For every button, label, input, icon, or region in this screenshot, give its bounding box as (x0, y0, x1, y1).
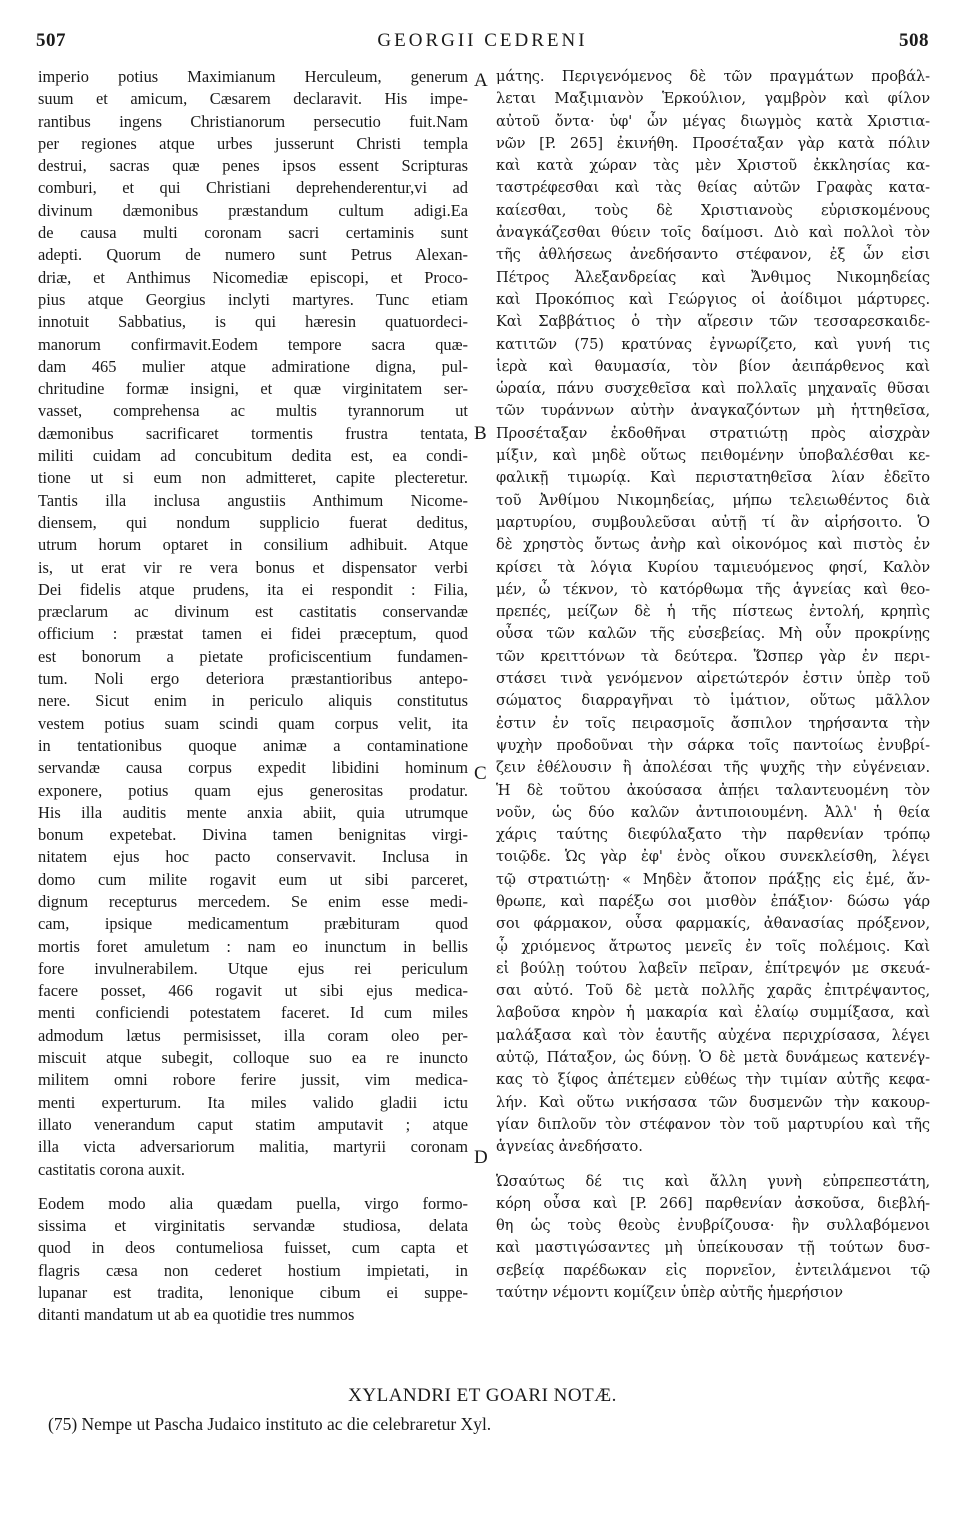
text-line: νῶν [P. 265] ἐκινήθη. Προσέταξαν γὰρ κατὰ πόλιν (496, 134, 930, 152)
text-line: τῶν τυράννων αὐτὴν ἀναγκαζόντων μὴ ἡττηθεῖσα, (496, 402, 930, 420)
margin-letter-c: C (474, 763, 487, 784)
text-line: domo cum milite rogavit eum ut sibi parceret, (38, 869, 468, 889)
left-page-number: 507 (36, 30, 66, 51)
text-line: rantibus ingens Christianorum persecutio fuit.Nam (38, 111, 468, 131)
text-line: χάρις ταύτης διεφύλαξατο τὴν παρθενίαν τρόπῳ (496, 826, 930, 844)
text-line: nere. Sicut enim in periculo aliquis constitutus (38, 691, 468, 711)
text-line: dam 465 mulier atque admiratione digna, pul- (38, 356, 468, 376)
text-line: κατιτῶν (75) κρατύνας ἐγνωρίζετο, καὶ γυνή τις (496, 335, 930, 353)
text-line: σαι αὐτό. Τοῦ δὲ μετὰ πολλῆς χαρᾶς ἐπιτρέψαντος, (496, 982, 930, 1000)
text-line: Eodem modo alia quædam puella, virgo formo- (38, 1193, 468, 1213)
text-line: τῷ στρατιώτῃ· « Μηδὲν ἄτοπον πράξῃς εἰς ἐμέ, ἄν- (496, 870, 930, 888)
text-line: καὶ Προκόπιος καὶ Γεώργιος οἱ ἀοίδιμοι μάρτυρες. (496, 290, 930, 308)
text-line: facere posset, 466 rogavit ut sibi ejus medica- (38, 981, 468, 1001)
text-line: militem omni robore ferire jussit, vim medica- (38, 1070, 468, 1090)
text-line: servandæ causa corpus expedit libidini hominum (38, 758, 468, 778)
text-line: dæmonibus sacrificaret tormentis frustra tentata, (38, 423, 468, 443)
text-line: utrum horum optaret in consilium adhibuit. Atque (38, 535, 468, 555)
text-line: μαλάξασα καὶ τὸν ἑαυτῆς αὐχένα περιχρίσασα, λέγει (496, 1026, 930, 1044)
text-line: Dei fidelis atque prudens, ita ei respondit : Filia, (38, 579, 468, 599)
margin-letter-b: B (474, 423, 487, 444)
latin-paragraph-1 (38, 66, 468, 1181)
text-line: σεβείᾳ παρέδωκαν εἰς πορνεῖον, ἐντειλάμενοι τῷ (496, 1261, 930, 1279)
text-line: καὶ κατὰ χώραν τὰς μὲν Χριστοῦ ἐκκλησίας κα- (496, 157, 930, 175)
text-line: illato venerandum caput statim amputavit ; atque (38, 1114, 468, 1134)
text-line: sissima et virginitatis servandæ studiosa, delata (38, 1216, 468, 1236)
text-line: μέν, ὦ τέκνον, τὸ κατόρθωμα τῆς ἁγνείας καὶ θεο- (496, 580, 930, 598)
text-line: νοῦν, ὡς δύο καλῶν ἀντιποιουμένη. Ἀλλ' ἡ θεία (496, 803, 930, 821)
text-line: μίξιν, καὶ μηδὲ οὕτως πειθομένην ὑποβαλέσθαι κε- (496, 447, 930, 465)
text-line: εἰ βούλῃ τούτου λαβεῖν πεῖραν, ἐπίτρεψόν με σκευά- (496, 959, 930, 977)
text-line: δὲ χρηστὸς ὄντως ἀνὴρ καὶ οἰκονόμος καὶ πιστὸς ἐν (496, 536, 930, 554)
text-line: per regiones atque urbes jusserunt Christi templa (38, 133, 468, 153)
text-line: καίεσθαι, τοὺς δὲ Χριστιανοὺς εὑρισκομένους (496, 201, 930, 219)
text-line: Πέτρος Ἀλεξανδρείας καὶ Ἄνθιμος Νικομηδείας (496, 268, 930, 286)
text-line: quod in deos contumeliosa fuisset, cum capta et (38, 1238, 468, 1258)
text-line: ψυχὴν προδοῦναι τὴν σάρκα τοῖς παντοίως ἐνυβρί- (496, 736, 930, 754)
text-line: τοῦ Ἀνθίμου Νικομηδείας, μήπω τελειωθέντος διὰ (496, 491, 930, 509)
text-line: bonum expetebat. Divina tamen benignitas virgi- (38, 825, 468, 845)
text-line: divinum dæmonibus præstandum cultum adigi.Ea (38, 200, 468, 220)
text-line: lupanar est tradita, lenonique cibum ei suppe- (38, 1283, 468, 1303)
text-line: mortis foret amuletum : nam eo inunctum in bellis (38, 936, 468, 956)
text-line: illa victa adversariorum malitia, martyrii coronam (38, 1137, 468, 1157)
text-line: pius atque Georgius inclyti martyres. Tunc etiam (38, 289, 468, 309)
latin-paragraph-2 (38, 1193, 468, 1327)
text-line: λαβοῦσα κηρὸν ἡ μακαρία καὶ ἐλαίῳ συμμίξασα, καὶ (496, 1004, 930, 1022)
text-line: θρωπε, καὶ παρέξω σοι μισθὸν ἐπάξιον· δώσω γάρ (496, 892, 930, 910)
text-line: tione ut si eum non admitteret, capite plecteretur. (38, 468, 468, 488)
text-line: ἱερὰ καὶ θαυμασία, τὸν βίον ἀειπάρθενος καὶ (496, 357, 930, 375)
greek-column (496, 66, 930, 1304)
text-line: menti conficiendi potestatem faceret. Id cum miles (38, 1003, 468, 1023)
text-line: ὡραία, πάνυ συσχεθεῖσα καὶ πολλαῖς μηχαναῖς θῦσαι (496, 380, 930, 398)
text-line: flagris cæsa non cederet hostium impietati, in (38, 1260, 468, 1280)
latin-column (38, 66, 468, 1327)
text-line: His illa auditis mente anxia abiit, quia utrumque (38, 802, 468, 822)
text-line: Καὶ Σαββάτιος ὁ τὴν αἵρεσιν τῶν τεσσαρεσκαιδε- (496, 313, 930, 331)
text-line: diensem, qui nondum supplicio fuerat deditus, (38, 512, 468, 532)
text-line: Tantis illa inclusa angustiis Anthimum Nicome- (38, 490, 468, 510)
text-line: ἀναγκάζεσθαι θύειν τοῖς δαίμοσι. Διὸ καὶ πολλοὶ τὸν (496, 224, 930, 242)
text-line: μαρτυρίου, συμβουλεῦσαι αὐτῇ τί ἂν αἱρήσοιτο. Ὁ (496, 513, 930, 531)
text-line: de causa multi coronam sacri certaminis sunt (38, 223, 468, 243)
text-line: Ἡ δὲ τοῦτου ἀκούσασα ἀπῄει ταλαντευομένη τὸν (496, 781, 930, 799)
text-line: ἐστιν ἐν τοῖς πειρασμοῖς ἄσπιλον τηρήσαντα τὴν (496, 714, 930, 732)
text-line: vasset, comprehensa ac multis tyrannorum ut (38, 401, 468, 421)
text-line: ᾧ χριόμενος ἄτρωτος μενεῖς ἐν τοῖς πολέμοις. Καὶ (496, 937, 930, 955)
text-line: officium : præstat tamen ei fidei præceptum, quod (38, 624, 468, 644)
text-line: φαλικῇ τιμωρίᾳ. Καὶ περιστατηθεῖσα λίαν ἐδεῖτο (496, 469, 930, 487)
text-line: Ὡσαύτως δέ τις καὶ ἄλλη γυνὴ εὐπρεπεστάτη, (496, 1172, 930, 1190)
text-line: κας τὸ ξίφος ἀπέτεμεν εὐθέως τὴν τιμίαν αὐτῆς κεφα- (496, 1071, 930, 1089)
text-line: admodum lætus permisisset, illa coram oleo per- (38, 1025, 468, 1045)
text-line: manorum confirmavit.Eodem tempore sacra quæ- (38, 334, 468, 354)
text-line: imperio potius Maximianum Herculeum, generum (38, 67, 468, 86)
text-line: λεται Μαξιμιανὸν Ἑρκούλιον, γαμβρὸν καὶ φίλον (496, 90, 930, 108)
text-line: suum et amicum, Cæsarem declaravit. His impe- (38, 89, 468, 109)
text-line: ἁγνείας ἀνεδήσατο. (496, 1138, 643, 1156)
text-line: adepti. Quorum de numero sunt Petrus Alexan- (38, 245, 468, 265)
greek-paragraph-1 (496, 66, 930, 1159)
right-page-number: 508 (899, 30, 929, 51)
text-line: στάσει τινὰ γενόμενον αἱρετώτερόν ἐστιν ὑπὲρ τοῦ (496, 670, 930, 688)
text-line: ζειν ἐθέλουσιν ἢ ἀπολέσαι τῆς ψυχῆς τὴν εὐγένειαν. (496, 759, 930, 777)
text-line: præclarum ac divinum est castitatis conservandæ (38, 602, 468, 622)
margin-letter-d: D (474, 1147, 488, 1168)
text-line: σώματος διαρραγῆναι τὸ ἱμάτιον, οὕτως μᾶλλον (496, 692, 930, 710)
text-line: τῆς ἀθλήσεως ἀνεδήσαντο στέφανον, ἐξ ὧν εἰσι (496, 246, 930, 264)
footnote-75: (75) Nempe ut Pascha Judaico instituto ac die celebraretur Xyl. (48, 1414, 492, 1434)
text-line: οὖσα τῶν καλῶν τῆς εὐσεβείας. Μὴ οὖν προκρίνῃς (496, 625, 930, 643)
running-title: GEORGII CEDRENI (377, 30, 588, 51)
text-line: ditanti mandatum ut ab ea quotidie tres nummos (38, 1305, 355, 1325)
text-line: chritudine formæ insigni, et quæ virginitatem ser- (38, 379, 468, 399)
text-line: καὶ μαστιγώσαντες μὴ ὑπείκουσαν τῇ τούτων δυσ- (496, 1239, 930, 1257)
text-line: exponere, potius quam ejus generositas prodatur. (38, 780, 468, 800)
text-line: κόρη οὖσα καὶ [P. 266] παρθενίαν ἀσκοῦσα, διεβλή- (496, 1194, 930, 1212)
text-line: menti experturum. Ita miles valido gladii ictu (38, 1092, 468, 1112)
text-line: πρεπές, μείζων δὲ ἡ τῆς πίστεως ἐντολή, κρηπὶς (496, 603, 930, 621)
greek-paragraph-2 (496, 1171, 930, 1305)
text-line: cam, ipsique medicamentum præbituram quod (38, 914, 468, 934)
text-line: γίαν διπλοῦν τὸν στέφανον τὸν τοῦ μαρτυρίου καὶ τῆς (496, 1115, 930, 1133)
text-line: dignum recepturus mercedem. Se enim esse medi- (38, 891, 468, 911)
text-line: fore invulnerabilem. Utque ejus rei periculum (38, 958, 468, 978)
text-line: militi cuidam ad concubitum dedita est, ea condi- (38, 446, 468, 466)
text-line: miscuit atque subegit, colloque suo ea re inuncto (38, 1048, 468, 1068)
text-line: innotuit Sabbatius, is qui hæresin quatuordeci- (38, 312, 468, 332)
text-line: is, ut erat vir re vera bonus et dispensator verbi (38, 557, 468, 577)
text-line: est bonorum a pietate proficiscentium fundamen- (38, 646, 468, 666)
text-line: in tentationibus quoque animæ a contaminatione (38, 735, 468, 755)
text-line: ταστρέφεσθαι καὶ τὰς θείας αὐτῶν Γραφὰς κατα- (496, 179, 930, 197)
text-line: vestem potius suam scindi quam corpus velit, ita (38, 713, 468, 733)
text-line: αὐτοῦ ὄντα· ὑφ' ὧν μέγας διωγμὸς κατὰ Χριστια- (496, 112, 930, 130)
text-line: αὐτῷ, Πάταξον, ὡς δύνῃ. Ὁ δὲ μετὰ δυνάμεως κατενέγ- (496, 1049, 930, 1067)
text-line: κρίσει τὰ λόγια Κυρίου ταμιευόμενος φησί, Καλὸν (496, 558, 930, 576)
notes-title: XYLANDRI ET GOARI NOTÆ. (348, 1385, 617, 1406)
text-line: comburi, et qui Christiani deprehenderentur,vi ad (38, 178, 468, 198)
text-line: τοιῷδε. Ὡς γὰρ ἐφ' ἑνὸς οἴκου συνεκλείσθη, λέγει (496, 848, 930, 866)
page-header (36, 30, 929, 58)
text-line: σοι φάρμακον, οὖσα φαρμακίς, ἀθανασίας πρόξενον, (496, 915, 930, 933)
text-line: castitatis corona auxit. (38, 1159, 186, 1179)
text-line: Προσέταξαν ἐκδοθῆναι στρατιώτῃ πρὸς αἰσχρὰν (496, 424, 930, 442)
text-line: destrui, sacras quæ penes ipsos essent Scripturas (38, 156, 468, 176)
text-line: θη ὡς τοὺς θεοὺς ἐνυβρίζουσα· ἣν συλλαβόμενοι (496, 1217, 930, 1235)
text-line: driæ, et Anthimus Nicomediæ episcopi, et Proco- (38, 267, 468, 287)
text-line: τῶν κρειττόνων τὰ δεύτερα. Ὥσπερ γὰρ ἐν περι- (496, 647, 930, 665)
margin-letter-a: A (474, 70, 488, 91)
text-line: μάτης. Περιγενόμενος δὲ τῶν πραγμάτων προβάλ- (496, 68, 930, 85)
text-line: ταύτην νέμοντι κομίζειν ὑπὲρ αὐτῆς ἡμερήσιον (496, 1284, 843, 1302)
text-line: nitatem ejus hoc pacto conservavit. Inclusa in (38, 847, 468, 867)
text-line: λήν. Καὶ οὕτω νικήσασα τῶν δυσμενῶν τὴν κακουρ- (496, 1093, 930, 1111)
text-line: tum. Noli ergo deteriora præstantioribus antepo- (38, 669, 468, 689)
